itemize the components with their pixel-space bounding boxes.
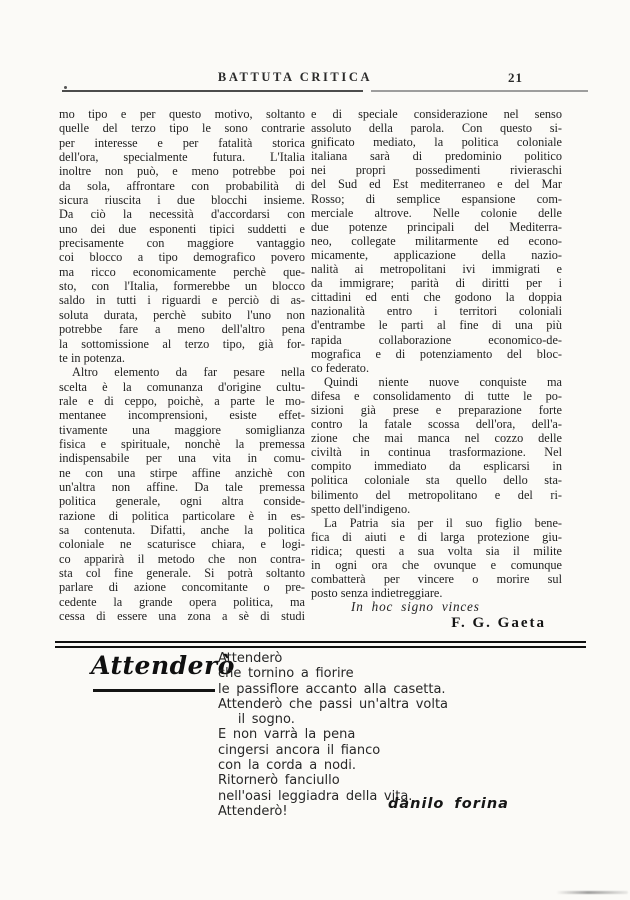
scan-speck	[64, 86, 67, 89]
body-text-line: coi blocco a tipo demografico povero	[59, 250, 305, 265]
poem-line: Attenderò!	[218, 803, 288, 819]
poem-line: nell'oasi leggiadra della vita.	[218, 788, 413, 804]
poem-body	[218, 651, 448, 819]
body-text-line: zione che mai manca nel cozzo delle	[311, 431, 562, 446]
signature-motto: In hoc signo vinces	[351, 599, 480, 614]
body-text-line: co federato.	[311, 360, 370, 375]
poem-author: danilo forina	[388, 796, 509, 812]
body-text-line: sicura riuscita i due blocchi insieme.	[59, 193, 305, 208]
body-text-line: cittadini ed enti che godono la doppia	[311, 290, 562, 305]
body-text-line: scelta è la comunanza d'origine cultu-	[59, 379, 305, 394]
body-text-line: fica di aiuti e di larga protezione giu-	[311, 529, 562, 544]
body-text-line: micamente, applicazione della nazio-	[311, 247, 562, 262]
body-text-line: saldo in tutti i riguardi e perciò di as-	[59, 293, 305, 308]
body-text-line: fisica e spirituale, nonchè la premessa	[59, 436, 305, 451]
body-text-line: sizioni già prese e preparazione forte	[311, 402, 562, 417]
body-text-line: rapida collaborazione economico-de-	[311, 332, 562, 347]
body-text-line: mo tipo e per questo motivo, soltanto	[59, 107, 305, 121]
body-text-line: neo, collegate militarmente ed econo-	[311, 233, 562, 248]
body-text-line: Quindi niente nuove conquiste ma	[324, 374, 562, 389]
body-text-line: merciale altrove. Nelle colonie delle	[311, 205, 562, 220]
body-text-line: dell'ora, specialmente futura. L'Italia	[59, 150, 305, 165]
body-text-line: da immigrare; parità di diritti per i	[311, 276, 562, 291]
header-rule-left	[62, 90, 363, 92]
body-text-line: Da ciò la necessità d'accordarsi con	[59, 207, 305, 222]
body-text-line: cessa di essere una zona a sè di studi	[59, 609, 305, 624]
body-text-line: cedente la grande opera politica, ma	[59, 594, 305, 609]
body-text-line: parlare di azione concomitante o pre-	[59, 580, 305, 595]
section-double-rule	[55, 641, 586, 648]
body-text-line: due potenze principali del Mediterra-	[311, 219, 562, 234]
scan-smudge	[556, 891, 628, 894]
body-text-line: La Patria sia per il suo figlio bene-	[324, 515, 562, 530]
body-text-line: italiana sarà di predominio politico	[311, 149, 562, 164]
body-text-line: nei propri possedimenti rivieraschi	[311, 163, 562, 178]
body-text-line: posto senza indietreggiare.	[311, 586, 443, 601]
poem-title-underline	[93, 689, 215, 692]
poem-line: Ritornerò fanciullo	[218, 773, 340, 789]
body-text-line: politica coloniale sta quello dello sta-	[311, 473, 562, 488]
body-text-line: la sottomissione al terzo tipo, già for-	[59, 336, 305, 351]
body-text-line: in ogni ora che ovunque e comunque	[311, 558, 562, 572]
poem-line: Attenderò che passi un'altra volta	[218, 696, 449, 712]
body-text-line: nazionalità entro i territori coloniali	[311, 304, 562, 319]
body-text-line: spetto dell'indigeno.	[311, 501, 411, 516]
page-title: BATTUTA CRITICA	[217, 70, 373, 84]
poem-line: Attenderò	[218, 651, 283, 666]
article-right-column	[311, 107, 562, 600]
body-text-line: bilimento del metropolitano e del ri-	[311, 487, 562, 502]
body-text-line: un'altra non affine. Da tale premessa	[59, 479, 305, 494]
body-text-line: rale e di ceppo, poichè, a parte le mo-	[59, 393, 305, 408]
body-text-line: te in potenza.	[59, 350, 125, 365]
poem-line: con la corda a nodi.	[218, 758, 357, 774]
body-text-line: mografica e di potenziamento del bloc-	[311, 346, 562, 361]
body-text-line: ma ricco economicamente perchè que-	[59, 264, 305, 279]
body-text-line: inoltre non può, e meno potrebbe poi	[59, 164, 305, 179]
body-text-line: potrebbe fare a meno dell'altro pena	[59, 322, 305, 337]
body-text-line: ne con una stirpe affine anzichè con	[59, 465, 305, 480]
body-text-line: nalità ai metropolitani ivi immigrati e	[311, 262, 562, 277]
body-text-line: tivamente una maggiore somiglianza	[59, 422, 305, 437]
body-text-line: indispensabile per una vita in comu-	[59, 451, 305, 466]
body-text-line: quelle del terzo tipo le sono contrarie	[59, 121, 305, 136]
body-text-line: co apparirà il metodo che non contra-	[59, 551, 305, 566]
poem-title: Attenderò	[91, 651, 235, 680]
poem-line: le passiflore accanto alla casetta.	[218, 681, 446, 697]
body-text-line: difesa e consolidamento di tutte le po-	[311, 388, 562, 403]
body-text-line: coloniale ne scaturisce chiara, e logi-	[59, 537, 305, 552]
body-text-line: e di speciale considerazione nel senso	[311, 107, 562, 121]
body-text-line: gnificato mediato, la politica coloniale	[311, 135, 562, 150]
header-rule-right	[371, 90, 588, 91]
poem-line: cingersi ancora il fianco	[218, 742, 381, 758]
poem-line: che tornino a fiorire	[218, 666, 354, 682]
poem-line: il sogno.	[218, 712, 295, 728]
body-text-line: politica generale, ogni altra conside-	[59, 494, 305, 509]
body-text-line: razione di politica particolare è in es-	[59, 508, 305, 523]
body-text-line: mentanee incomprensioni, esiste effet-	[59, 408, 305, 423]
page-number: 21	[508, 70, 523, 85]
body-text-line: uno dei due esponenti tipici suddetti e	[59, 221, 305, 236]
poem-line: E non varrà la pena	[218, 727, 356, 743]
body-text-line: Altro elemento da far pesare nella	[72, 365, 305, 380]
body-text-line: civiltà in continua trasformazione. Nel	[311, 445, 562, 460]
body-text-line: compito immediato da esplicarsi in	[311, 459, 562, 474]
article-signature	[311, 600, 562, 631]
body-text-line: soluta durata, perchè subito l'uno non	[59, 307, 305, 322]
article-left-column	[59, 107, 305, 623]
body-text-line: sto, con l'Italia, formerebbe un blocco	[59, 279, 305, 294]
body-text-line: da sola, affrontare con probabilità di	[59, 178, 305, 193]
body-text-line: per interesse e per fatalità storica	[59, 135, 305, 150]
body-text-line: Rosso; di semplice espansione com-	[311, 191, 562, 206]
body-text-line: ridica; questi a sua volta sia il milite	[311, 543, 562, 558]
body-text-line: del Sud ed Est mediterraneo e del Mar	[311, 177, 562, 192]
body-text-line: precisamente con maggiore vantaggio	[59, 236, 305, 251]
body-text-line: d'entrambe le parti al fine di una più	[311, 318, 562, 333]
body-text-line: contro la fatale scossa dell'ora, dell'a-	[311, 417, 562, 432]
body-text-line: sta col fine generale. Si potrà soltanto	[59, 566, 305, 580]
signature-author: F. G. Gaeta	[451, 615, 546, 631]
body-text-line: combatterà per vincere o morire sul	[311, 572, 562, 587]
body-text-line: sa contenuta. Difatti, anche la politica	[59, 522, 305, 537]
body-text-line: assoluto della parola. Con questo si-	[311, 121, 562, 136]
